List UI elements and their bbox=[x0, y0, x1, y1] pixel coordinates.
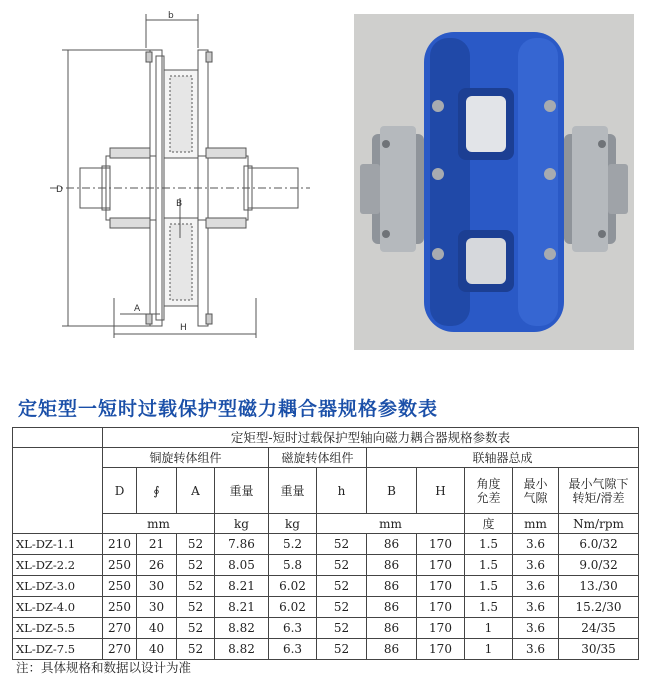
value-cell: 5.2 bbox=[269, 534, 317, 555]
value-cell: 40 bbox=[137, 618, 177, 639]
unit-mm: mm bbox=[103, 514, 215, 534]
value-cell: 1.5 bbox=[465, 555, 513, 576]
value-cell: 9.0/32 bbox=[559, 555, 639, 576]
param-D: D bbox=[103, 468, 137, 514]
table-row bbox=[13, 555, 639, 576]
value-cell: 40 bbox=[137, 639, 177, 660]
group-coupling: 联轴器总成 bbox=[367, 448, 639, 468]
value-cell: 8.21 bbox=[215, 576, 269, 597]
group-copper: 铜旋转体组件 bbox=[103, 448, 269, 468]
value-cell: 52 bbox=[317, 597, 367, 618]
value-cell: 52 bbox=[317, 576, 367, 597]
value-cell: 86 bbox=[367, 618, 417, 639]
value-cell: 52 bbox=[317, 618, 367, 639]
value-cell: 52 bbox=[317, 639, 367, 660]
value-cell: 3.6 bbox=[513, 534, 559, 555]
value-cell: 52 bbox=[177, 639, 215, 660]
value-cell: 3.6 bbox=[513, 618, 559, 639]
value-cell: 5.8 bbox=[269, 555, 317, 576]
value-cell: 1.5 bbox=[465, 534, 513, 555]
value-cell: 6.3 bbox=[269, 618, 317, 639]
value-cell: 24/35 bbox=[559, 618, 639, 639]
value-cell: 1.5 bbox=[465, 576, 513, 597]
value-cell: 13./30 bbox=[559, 576, 639, 597]
value-cell: 8.82 bbox=[215, 639, 269, 660]
model-cell: XL-DZ-7.5 bbox=[13, 639, 103, 660]
table-row bbox=[13, 618, 639, 639]
unit-mm: mm bbox=[513, 514, 559, 534]
value-cell: 52 bbox=[177, 534, 215, 555]
model-cell: XL-DZ-3.0 bbox=[13, 576, 103, 597]
param-A: A bbox=[177, 468, 215, 514]
value-cell: 86 bbox=[367, 597, 417, 618]
value-cell: 86 bbox=[367, 576, 417, 597]
table-row bbox=[13, 576, 639, 597]
value-cell: 210 bbox=[103, 534, 137, 555]
value-cell: 1 bbox=[465, 618, 513, 639]
value-cell: 3.6 bbox=[513, 576, 559, 597]
value-cell: 170 bbox=[417, 555, 465, 576]
param-h: h bbox=[317, 468, 367, 514]
value-cell: 26 bbox=[137, 555, 177, 576]
value-cell: 8.82 bbox=[215, 618, 269, 639]
value-cell: 270 bbox=[103, 618, 137, 639]
unit-kg: kg bbox=[215, 514, 269, 534]
value-cell: 8.05 bbox=[215, 555, 269, 576]
value-cell: 250 bbox=[103, 555, 137, 576]
value-cell: 86 bbox=[367, 639, 417, 660]
table-title: 定矩型-短时过载保护型轴向磁力耦合器规格参数表 bbox=[103, 428, 639, 448]
value-cell: 86 bbox=[367, 534, 417, 555]
value-cell: 30/35 bbox=[559, 639, 639, 660]
value-cell: 170 bbox=[417, 597, 465, 618]
value-cell: 52 bbox=[177, 576, 215, 597]
unit-mm: mm bbox=[317, 514, 465, 534]
value-cell: 86 bbox=[367, 555, 417, 576]
coupler-product-photo bbox=[354, 14, 634, 350]
model-cell: XL-DZ-2.2 bbox=[13, 555, 103, 576]
table-row bbox=[13, 639, 639, 660]
value-cell: 270 bbox=[103, 639, 137, 660]
value-cell: 52 bbox=[317, 534, 367, 555]
value-cell: 250 bbox=[103, 576, 137, 597]
param-weight-copper: 重量 bbox=[215, 468, 269, 514]
value-cell: 52 bbox=[177, 618, 215, 639]
value-cell: 52 bbox=[177, 555, 215, 576]
param-phi: ∮ bbox=[137, 468, 177, 514]
value-cell: 250 bbox=[103, 597, 137, 618]
value-cell: 1 bbox=[465, 639, 513, 660]
model-cell: XL-DZ-5.5 bbox=[13, 618, 103, 639]
value-cell: 3.6 bbox=[513, 597, 559, 618]
model-cell: XL-DZ-1.1 bbox=[13, 534, 103, 555]
value-cell: 6.0/32 bbox=[559, 534, 639, 555]
table-body bbox=[13, 534, 639, 660]
value-cell: 30 bbox=[137, 597, 177, 618]
dim-label-H: H bbox=[180, 323, 187, 333]
dim-label-D: D bbox=[56, 185, 63, 195]
dim-label-b: b bbox=[168, 11, 174, 21]
param-torque-slip: 最小气隙下 转矩/滑差 bbox=[559, 468, 639, 514]
coupler-technical-drawing bbox=[10, 8, 320, 338]
table-row bbox=[13, 534, 639, 555]
value-cell: 6.02 bbox=[269, 576, 317, 597]
param-min-gap: 最小 气隙 bbox=[513, 468, 559, 514]
value-cell: 170 bbox=[417, 534, 465, 555]
model-cell: XL-DZ-4.0 bbox=[13, 597, 103, 618]
value-cell: 52 bbox=[317, 555, 367, 576]
blank-cell bbox=[13, 428, 103, 448]
value-cell: 52 bbox=[177, 597, 215, 618]
value-cell: 170 bbox=[417, 618, 465, 639]
spec-table bbox=[12, 427, 639, 660]
value-cell: 7.86 bbox=[215, 534, 269, 555]
value-cell: 170 bbox=[417, 639, 465, 660]
value-cell: 21 bbox=[137, 534, 177, 555]
value-cell: 3.6 bbox=[513, 639, 559, 660]
dim-label-A: A bbox=[134, 304, 141, 314]
group-magnet: 磁旋转体组件 bbox=[269, 448, 367, 468]
value-cell: 3.6 bbox=[513, 555, 559, 576]
unit-degree: 度 bbox=[465, 514, 513, 534]
unit-kg: kg bbox=[269, 514, 317, 534]
footnote: 注：具体规格和数据以设计为准 bbox=[16, 660, 192, 675]
param-weight-magnet: 重量 bbox=[269, 468, 317, 514]
value-cell: 15.2/30 bbox=[559, 597, 639, 618]
param-B: B bbox=[367, 468, 417, 514]
value-cell: 30 bbox=[137, 576, 177, 597]
value-cell: 170 bbox=[417, 576, 465, 597]
value-cell: 8.21 bbox=[215, 597, 269, 618]
unit-torque: Nm/rpm bbox=[559, 514, 639, 534]
param-H: H bbox=[417, 468, 465, 514]
value-cell: 6.3 bbox=[269, 639, 317, 660]
value-cell: 6.02 bbox=[269, 597, 317, 618]
table-row bbox=[13, 597, 639, 618]
value-cell: 1.5 bbox=[465, 597, 513, 618]
dim-label-B: B bbox=[176, 199, 183, 209]
blank-cell bbox=[13, 448, 103, 534]
page-heading: 定矩型一短时过载保护型磁力耦合器规格参数表 bbox=[18, 398, 439, 420]
param-angle-tolerance: 角度 允差 bbox=[465, 468, 513, 514]
